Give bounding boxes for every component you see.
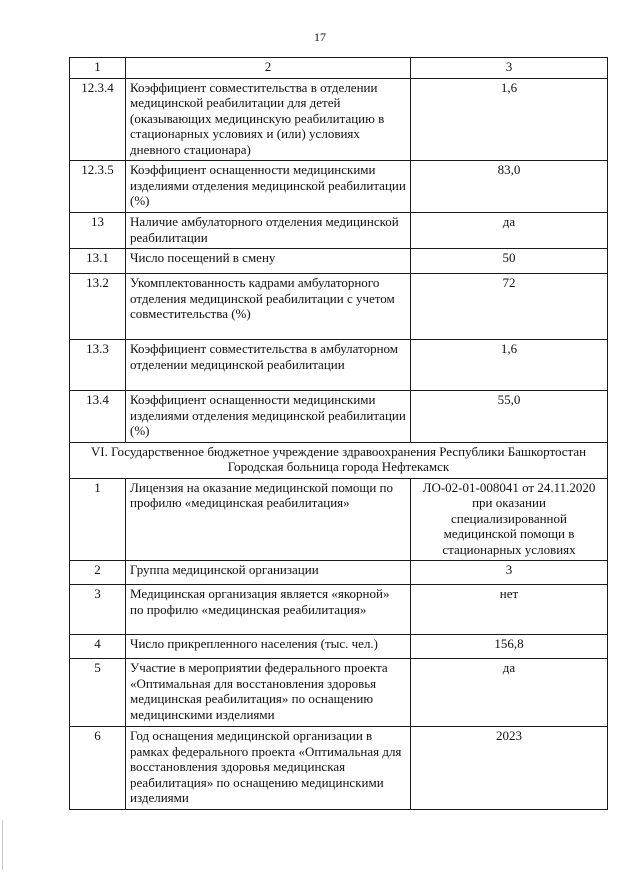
row-indicator: Группа медицинской организации: [126, 561, 411, 585]
row-indicator: Число прикрепленного населения (тыс. чел.): [126, 635, 411, 659]
row-indicator: Медицинская организация является «якорной» по профилю «медицинская реабилитация»: [126, 585, 411, 635]
row-value: 2023: [411, 727, 608, 810]
row-value: да: [411, 659, 608, 727]
row-number: 5: [70, 659, 126, 727]
table-row: [70, 249, 608, 274]
row-value: 83,0: [411, 161, 608, 213]
row-value: 156,8: [411, 635, 608, 659]
row-indicator: Участие в мероприятии федерального проекта «Оптимальная для восстановления здоровья медицинская реабилитация» по оснащению медицинскими изделиями: [126, 659, 411, 727]
row-indicator: Укомплектованность кадрами амбулаторного отделения медицинской реабилитации с учетом совместительства (%): [126, 274, 411, 340]
table-row: [70, 391, 608, 443]
row-value: 1,6: [411, 78, 608, 161]
section-title: VI. Государственное бюджетное учреждение здравоохранения Республики Башкортостан Городская больница города Нефтекамск: [70, 442, 608, 478]
scan-edge-mark: [2, 820, 3, 870]
indicators-table: [69, 57, 608, 810]
section-row: [70, 442, 608, 478]
table-row: [70, 213, 608, 249]
table-row: [70, 585, 608, 635]
table-row: [70, 161, 608, 213]
table-row: [70, 727, 608, 810]
page-number: 17: [314, 30, 326, 44]
table-row: [70, 274, 608, 340]
row-number: 13: [70, 213, 126, 249]
row-number: 2: [70, 561, 126, 585]
row-indicator: Коэффициент оснащенности медицинскими изделиями отделения медицинской реабилитации (%): [126, 161, 411, 213]
column-number-header: 1: [70, 58, 126, 79]
row-value: 55,0: [411, 391, 608, 443]
table-row: [70, 478, 608, 561]
row-value: 72: [411, 274, 608, 340]
table-row: [70, 659, 608, 727]
row-value: 50: [411, 249, 608, 274]
row-indicator: Год оснащения медицинской организации в рамках федерального проекта «Оптимальная для восстановления здоровья медицинская реабилитация» по оснащению медицинскими изделиями: [126, 727, 411, 810]
row-number: 13.2: [70, 274, 126, 340]
row-value: ЛО-02-01-008041 от 24.11.2020 при оказании специализированной медицинской помощи в стационарных условиях: [411, 478, 608, 561]
row-indicator: Число посещений в смену: [126, 249, 411, 274]
row-number: 4: [70, 635, 126, 659]
table-row: [70, 340, 608, 391]
row-indicator: Наличие амбулаторного отделения медицинской реабилитации: [126, 213, 411, 249]
row-number: 12.3.5: [70, 161, 126, 213]
row-number: 12.3.4: [70, 78, 126, 161]
table-header-row: [70, 58, 608, 79]
row-value: да: [411, 213, 608, 249]
table-row: [70, 78, 608, 161]
column-indicator-header: 2: [126, 58, 411, 79]
table-row: [70, 561, 608, 585]
row-indicator: Коэффициент совместительства в отделении медицинской реабилитации для детей (оказывающих медицинскую реабилитацию в стационарных условиях и (или) условиях дневного стационара): [126, 78, 411, 161]
row-value: 3: [411, 561, 608, 585]
column-value-header: 3: [411, 58, 608, 79]
row-number: 1: [70, 478, 126, 561]
row-number: 13.4: [70, 391, 126, 443]
row-number: 13.1: [70, 249, 126, 274]
table-row: [70, 635, 608, 659]
row-indicator: Коэффициент оснащенности медицинскими изделиями отделения медицинской реабилитации (%): [126, 391, 411, 443]
row-value: 1,6: [411, 340, 608, 391]
row-number: 13.3: [70, 340, 126, 391]
row-value: нет: [411, 585, 608, 635]
row-number: 3: [70, 585, 126, 635]
row-indicator: Лицензия на оказание медицинской помощи по профилю «медицинская реабилитация»: [126, 478, 411, 561]
row-indicator: Коэффициент совместительства в амбулаторном отделении медицинской реабилитации: [126, 340, 411, 391]
row-number: 6: [70, 727, 126, 810]
